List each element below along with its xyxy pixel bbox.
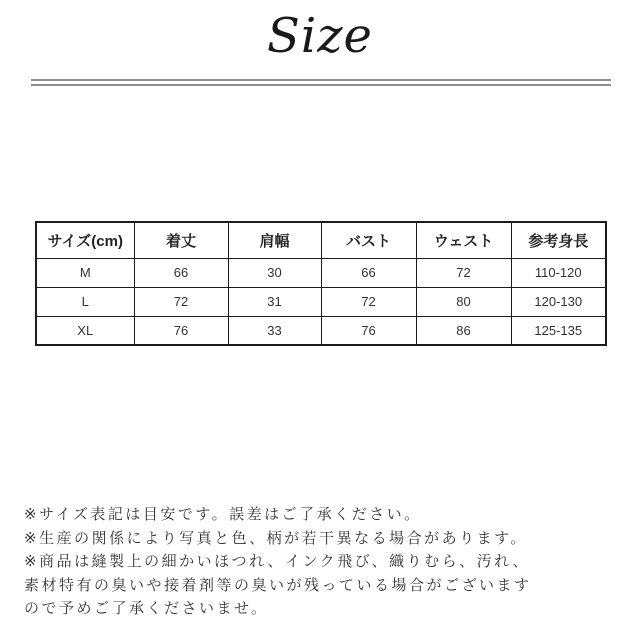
double-horizontal-rule xyxy=(31,79,611,86)
disclaimer-notes xyxy=(24,503,626,621)
cell-value: 66 xyxy=(134,258,228,287)
note-line: ※商品は縫製上の細かいほつれ、インク飛び、織りむら、汚れ、 xyxy=(24,553,530,570)
note-line: ※生産の関係により写真と色、柄が若干異なる場合があります。 xyxy=(24,529,528,547)
cell-size-label: M xyxy=(36,258,134,287)
cell-value: 30 xyxy=(228,258,321,287)
cell-value: 86 xyxy=(416,316,511,345)
header-ref-height: 参考身長 xyxy=(511,222,606,258)
cell-value: 76 xyxy=(134,316,228,345)
cell-value: 80 xyxy=(416,287,511,316)
size-table xyxy=(35,221,607,346)
cell-value: 72 xyxy=(134,287,228,316)
cell-value: 31 xyxy=(228,287,321,316)
header-waist: ウェスト xyxy=(416,222,511,258)
cell-value: 125-135 xyxy=(511,316,606,345)
cell-value: 76 xyxy=(321,316,416,345)
cell-value: 72 xyxy=(321,287,416,316)
note-line: 素材特有の臭いや接着剤等の臭いが残っている場合がございます xyxy=(24,576,532,594)
note-line: ので予めご了承くださいませ。 xyxy=(24,600,269,617)
header-size-cm: サイズ(cm) xyxy=(36,222,134,258)
header-bust: バスト xyxy=(321,222,416,258)
cell-value: 72 xyxy=(416,258,511,287)
page-title: Size xyxy=(267,8,373,64)
header-shoulder: 肩幅 xyxy=(228,222,321,258)
header-length: 着丈 xyxy=(134,222,228,258)
note-line: ※サイズ表記は目安です。誤差はご了承ください。 xyxy=(24,506,422,523)
cell-value: 110-120 xyxy=(511,258,606,287)
cell-value: 120-130 xyxy=(511,287,606,316)
cell-value: 33 xyxy=(228,316,321,345)
table-row-xl xyxy=(36,316,606,345)
table-header-row xyxy=(36,222,606,258)
cell-value: 66 xyxy=(321,258,416,287)
cell-size-label: L xyxy=(36,287,134,316)
table-row-m xyxy=(36,258,606,287)
cell-size-label: XL xyxy=(36,316,134,345)
table-row-l xyxy=(36,287,606,316)
